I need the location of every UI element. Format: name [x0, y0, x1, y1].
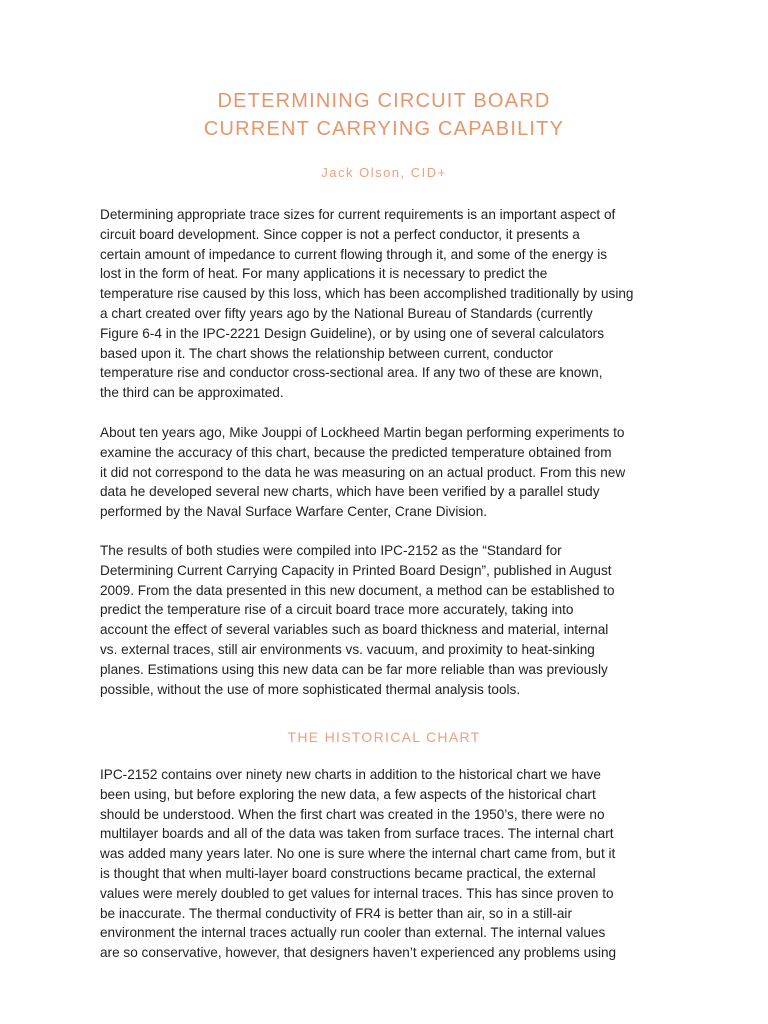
text-line: vs. external traces, still air environments vs. vacuum, and proximity to heat-sinking	[100, 641, 595, 657]
text-line: examine the accuracy of this chart, because the predicted temperature obtained from	[100, 444, 612, 460]
text-line: is thought that when multi-layer board constructions became practical, the external	[100, 865, 596, 881]
text-line: it did not correspond to the data he was measuring on an actual product. From this new	[100, 464, 626, 480]
text-line: 2009. From the data presented in this new document, a method can be established to	[100, 582, 615, 598]
ipc-2152-paragraph	[100, 541, 672, 699]
text-line: performed by the Naval Surface Warfare Center, Crane Division.	[100, 504, 488, 520]
text-line: possible, without the use of more sophisticated thermal analysis tools.	[100, 681, 521, 697]
text-line: account the effect of several variables such as board thickness and material, internal	[100, 622, 609, 638]
text-line: lost in the form of heat. For many applications it is necessary to predict the	[100, 266, 548, 282]
text-line: certain amount of impedance to current flowing through it, and some of the energy is	[100, 246, 608, 262]
text-line: should be understood. When the first chart was created in the 1950’s, there were no	[100, 806, 605, 822]
text-line: environment the internal traces actually run cooler than external. The internal values	[100, 925, 606, 941]
text-line: values were merely doubled to get values for internal traces. This has since proven to	[100, 885, 614, 901]
text-line: predict the temperature rise of a circuit board trace more accurately, taking into	[100, 602, 574, 618]
text-line: multilayer boards and all of the data was taken from surface traces. The internal chart	[100, 826, 614, 842]
historical-chart-paragraph	[100, 765, 672, 963]
text-line: temperature rise and conductor cross-sectional area. If any two of these are known,	[100, 365, 603, 381]
document-title-line-1: DETERMINING CIRCUIT BOARD	[217, 90, 551, 112]
text-line: Figure 6-4 in the IPC-2221 Design Guideline), or by using one of several calculators	[100, 325, 604, 341]
text-line: the third can be approximated.	[100, 385, 284, 401]
text-line: planes. Estimations using this new data can be far more reliable than was previously	[100, 661, 608, 677]
document-title-line-2: CURRENT CARRYING CAPABILITY	[203, 118, 565, 140]
text-line: temperature rise caused by this loss, which has been accomplished traditionally by using	[100, 286, 634, 302]
text-line: Determining Current Carrying Capacity in Printed Board Design”, published in August	[100, 562, 612, 578]
text-line: are so conservative, however, that designers haven’t experienced any problems using	[100, 945, 617, 961]
text-line: Determining appropriate trace sizes for current requirements is an important aspect of	[100, 207, 616, 222]
intro-paragraph	[100, 205, 672, 403]
author-byline: Jack Olson, CID+	[321, 165, 447, 180]
text-line: The results of both studies were compiled into IPC-2152 as the “Standard for	[100, 543, 562, 558]
text-line: was added many years later. No one is sure where the internal chart came from, but it	[100, 846, 616, 862]
text-line: been using, but before exploring the new data, a few aspects of the historical chart	[100, 786, 596, 802]
text-line: About ten years ago, Mike Jouppi of Lockheed Martin began performing experiments to	[100, 425, 625, 440]
jouppi-paragraph	[100, 423, 672, 522]
section-heading-historical-chart: THE HISTORICAL CHART	[287, 729, 481, 745]
text-line: be inaccurate. The thermal conductivity of FR4 is better than air, so in a still-air	[100, 905, 572, 921]
text-line: based upon it. The chart shows the relationship between current, conductor	[100, 345, 554, 361]
text-line: a chart created over fifty years ago by the National Bureau of Standards (currently	[100, 305, 593, 321]
text-line: IPC-2152 contains over ninety new charts in addition to the historical chart we have	[100, 767, 601, 782]
text-line: circuit board development. Since copper is not a perfect conductor, it presents a	[100, 226, 580, 242]
text-line: data he developed several new charts, which have been verified by a parallel study	[100, 484, 600, 500]
